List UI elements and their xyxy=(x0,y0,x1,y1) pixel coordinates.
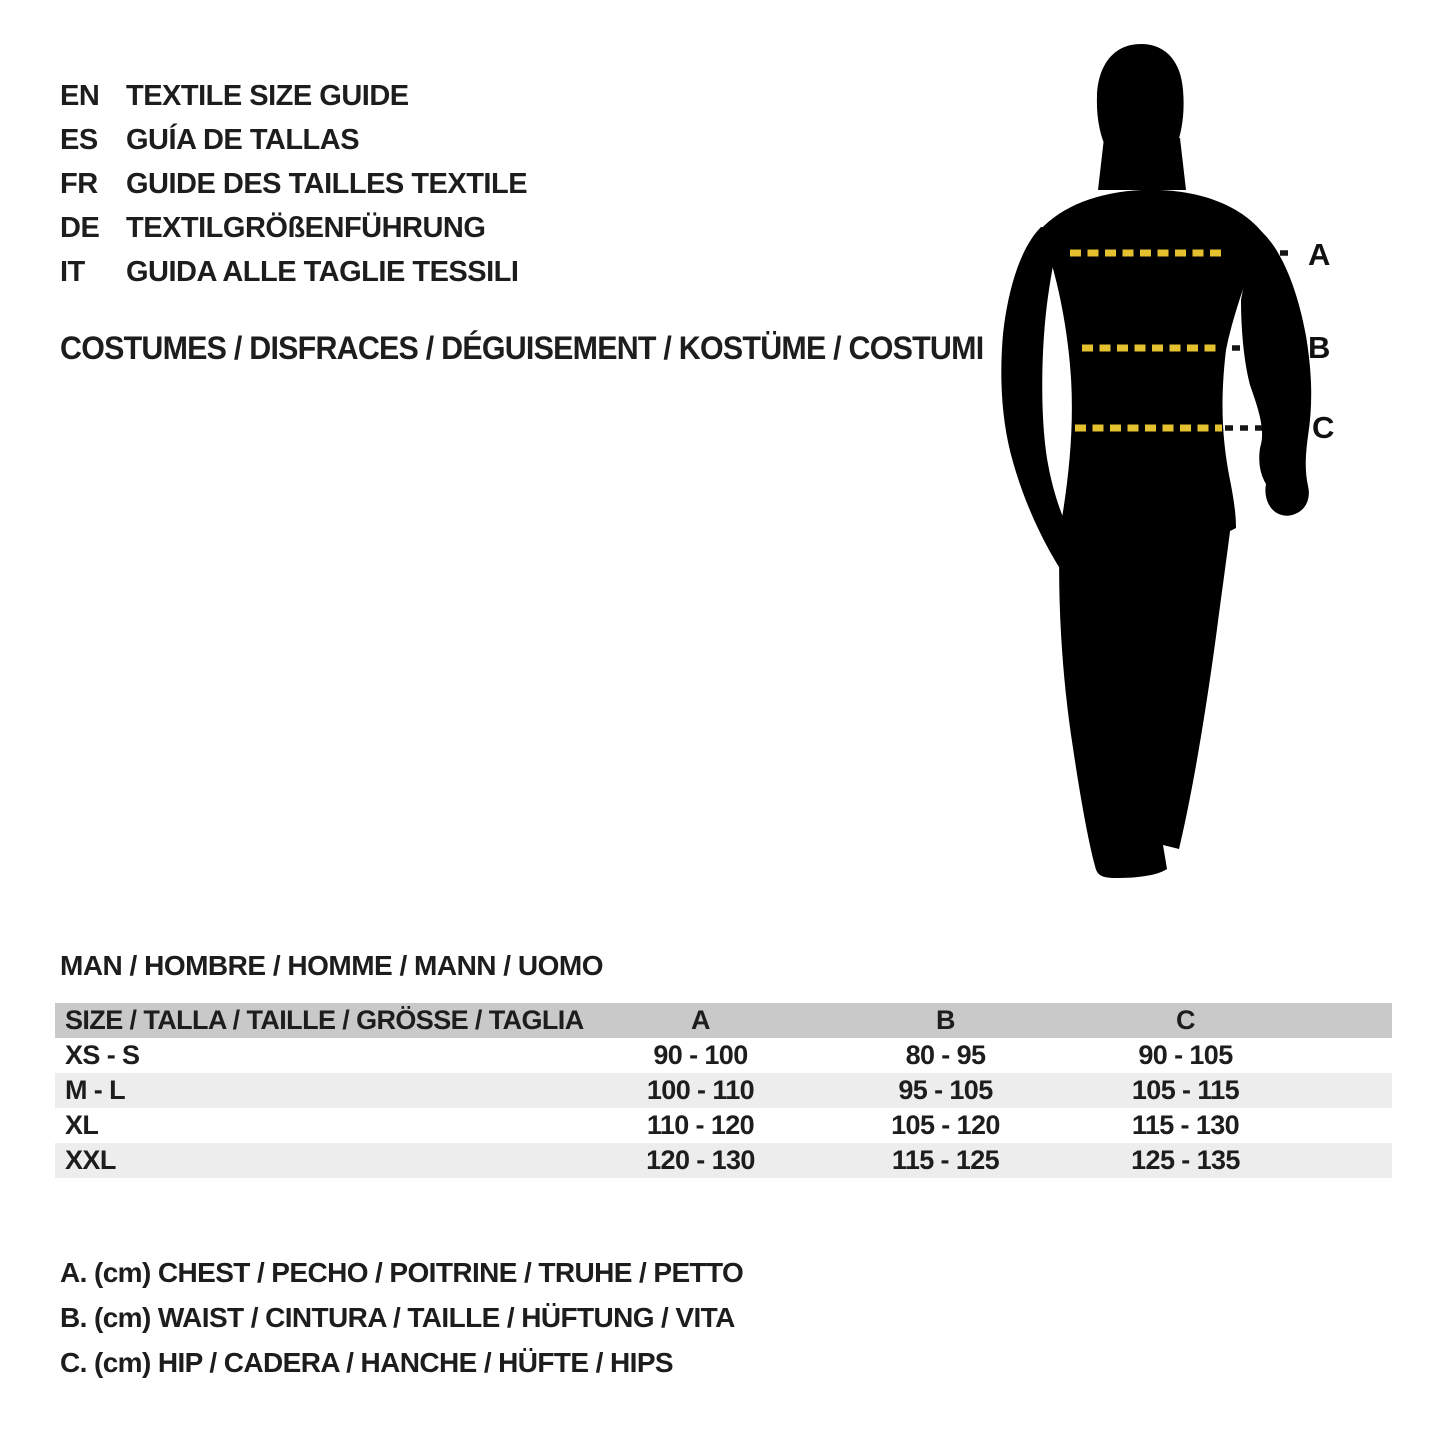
language-code: DE xyxy=(60,211,100,244)
size-table-header-c: C xyxy=(1068,1003,1303,1038)
size-table-header-size: SIZE / TALLA / TAILLE / GRÖSSE / TAGLIA xyxy=(55,1003,578,1038)
table-row xyxy=(55,1073,1392,1108)
silhouette-legs xyxy=(1059,505,1233,878)
language-title: GUÍA DE TALLAS xyxy=(126,123,360,156)
size-cell: M - L xyxy=(55,1073,578,1108)
table-row xyxy=(55,1143,1392,1178)
section-title-man: MAN / HOMBRE / HOMME / MANN / UOMO xyxy=(60,950,603,981)
size-table-header-a: A xyxy=(578,1003,823,1038)
value-cell: 125 - 135 xyxy=(1068,1143,1303,1178)
value-cell: 90 - 105 xyxy=(1138,1040,1233,1070)
category-title: COSTUMES / DISFRACES / DÉGUISEMENT / KOSTÜME / COSTUMI xyxy=(60,330,984,366)
value-cell: 95 - 105 xyxy=(823,1073,1068,1108)
value-cell: 115 - 130 xyxy=(1131,1110,1240,1140)
value-cell: 110 - 120 xyxy=(646,1110,755,1140)
size-cell: XS - S xyxy=(65,1040,140,1070)
silhouette-right-arm xyxy=(1241,232,1311,516)
spacer-cell xyxy=(1303,1108,1392,1143)
language-code: FR xyxy=(60,167,98,200)
language-code: IT xyxy=(60,255,85,288)
value-cell: 100 - 110 xyxy=(578,1073,823,1108)
language-title: GUIDE DES TAILLES TEXTILE xyxy=(126,167,528,200)
table-row xyxy=(55,1108,1392,1143)
language-code: EN xyxy=(60,79,100,112)
language-title: GUIDA ALLE TAGLIE TESSILI xyxy=(126,255,519,288)
language-code: ES xyxy=(60,123,98,156)
measure-label-b: B xyxy=(1308,330,1331,365)
size-table-header-spacer xyxy=(1303,1003,1392,1038)
size-table-header-b: B xyxy=(823,1003,1068,1038)
language-title: TEXTILE SIZE GUIDE xyxy=(126,79,409,112)
silhouette-neck xyxy=(1098,138,1186,190)
measure-label-a: A xyxy=(1308,237,1331,272)
spacer-cell xyxy=(1303,1073,1392,1108)
silhouette-torso xyxy=(1040,190,1263,550)
measure-label-c: C xyxy=(1312,410,1335,445)
value-cell: 80 - 95 xyxy=(905,1040,986,1070)
measurement-legend xyxy=(60,1250,743,1385)
language-title: TEXTILGRÖßENFÜHRUNG xyxy=(126,211,486,244)
legend-line-hip: C. (cm) HIP / CADERA / HANCHE / HÜFTE / HIPS xyxy=(60,1346,673,1378)
value-cell: 90 - 100 xyxy=(653,1040,748,1070)
value-cell: 115 - 125 xyxy=(823,1143,1068,1178)
value-cell: 105 - 115 xyxy=(1068,1073,1303,1108)
value-cell: 105 - 120 xyxy=(891,1110,1000,1140)
size-table xyxy=(55,1003,1392,1178)
man-silhouette xyxy=(1001,44,1311,878)
value-cell: 120 - 130 xyxy=(578,1143,823,1178)
spacer-cell xyxy=(1303,1143,1392,1178)
spacer-cell xyxy=(1303,1038,1392,1073)
size-cell: XXL xyxy=(55,1143,578,1178)
size-cell: XL xyxy=(65,1110,99,1140)
legend-line-waist: B. (cm) WAIST / CINTURA / TAILLE / HÜFTUNG / VITA xyxy=(60,1301,735,1333)
table-row xyxy=(55,1038,1392,1073)
size-table-header-row xyxy=(55,1003,1392,1038)
legend-line-chest: A. (cm) CHEST / PECHO / POITRINE / TRUHE / PETTO xyxy=(60,1256,744,1288)
